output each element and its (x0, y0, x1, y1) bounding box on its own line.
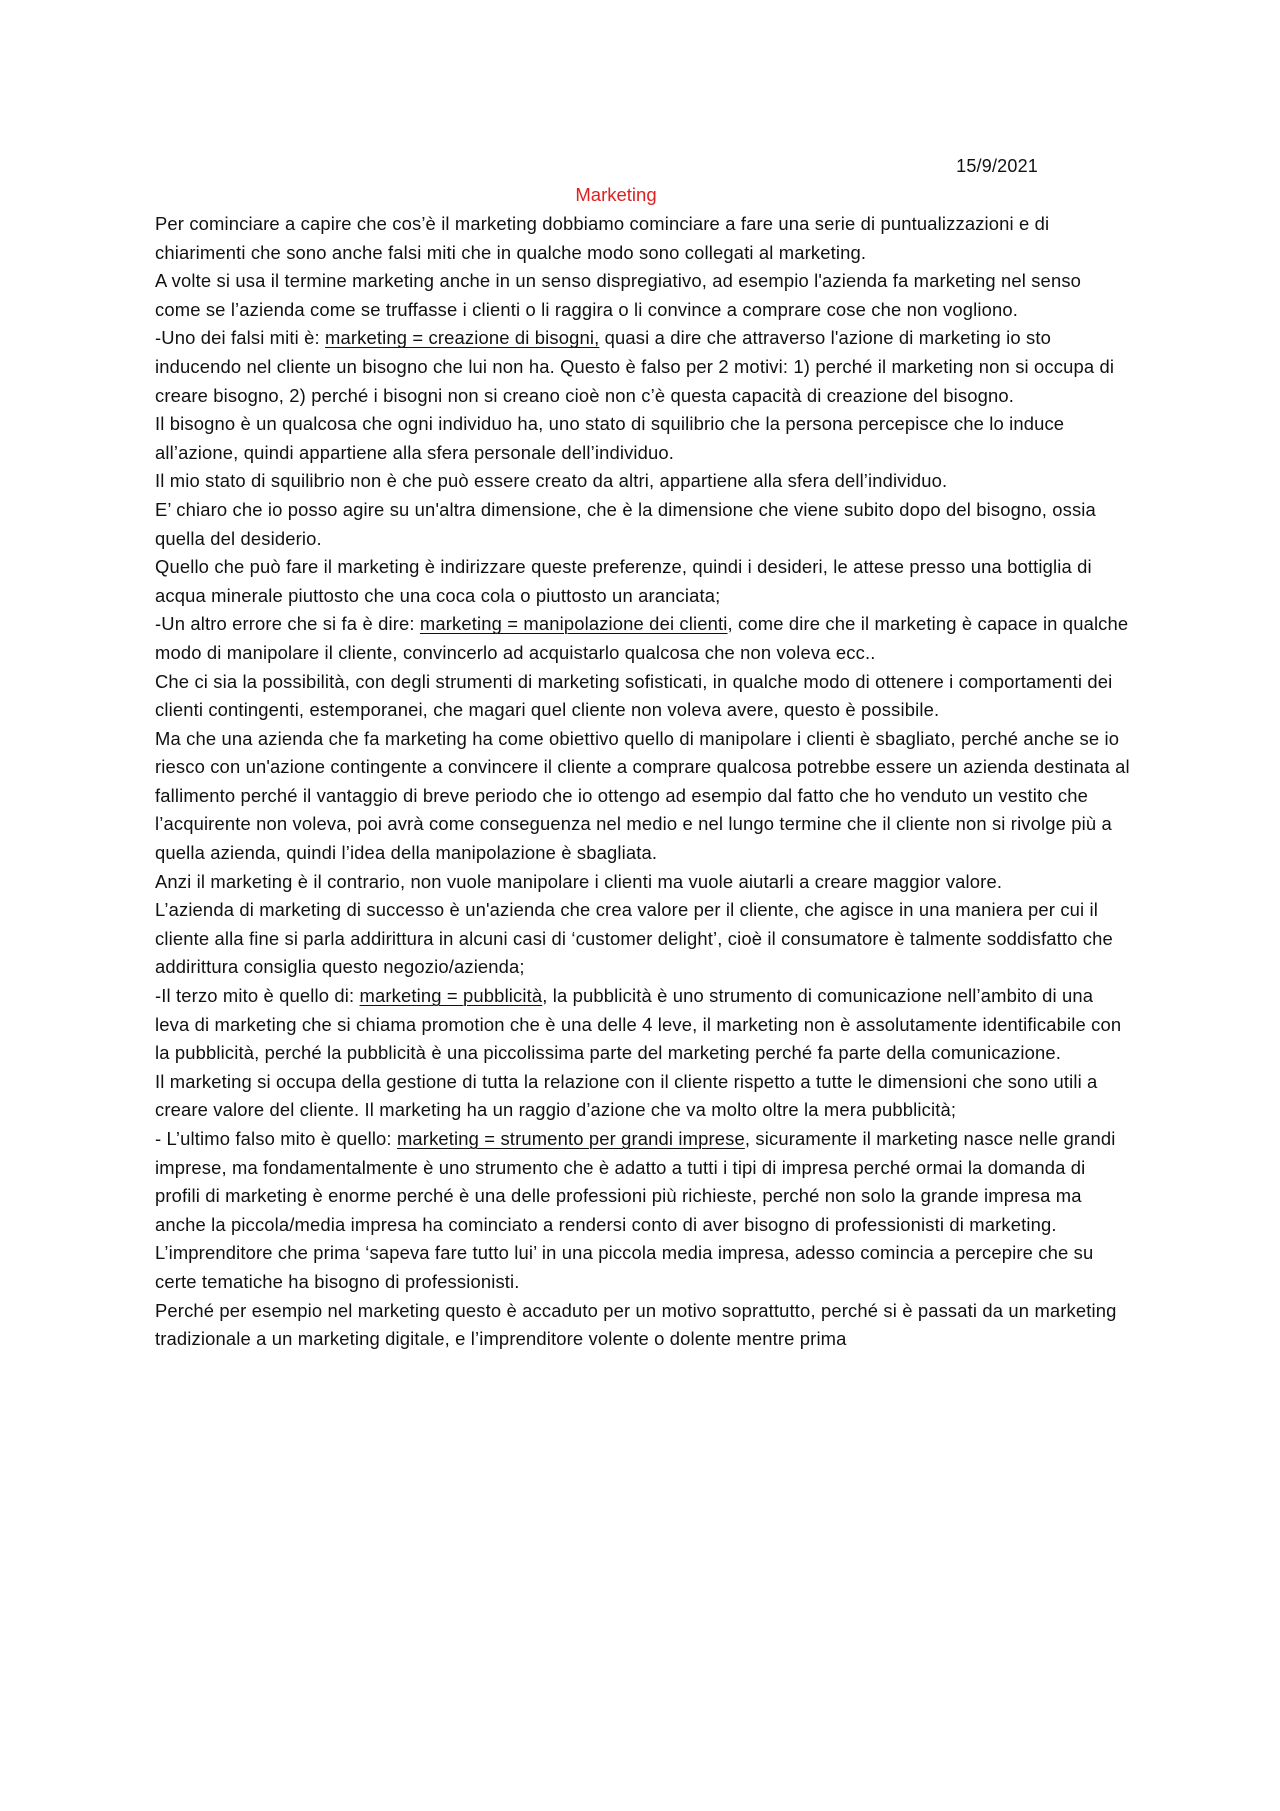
paragraph: Anzi il marketing è il contrario, non vuole manipolare i clienti ma vuole aiutarli a creare maggior valore. (155, 870, 1003, 892)
paragraph-myth-4 (155, 1125, 1130, 1239)
myth-statement: marketing = pubblicità (359, 985, 543, 1007)
myth-explanation: , sicuramente il marketing nasce nelle grandi imprese, ma fondamentalmente è uno strumento che è adatto a tutti i tipi di impresa perché ormai la domanda di profili di marketing è enorme perché è una delle professioni più richieste, perché non solo la grande impresa ma anche la piccola/media impresa ha cominciato a rendersi conto di aver bisogno di professionisti di marketing. (155, 1128, 1116, 1235)
myth-intro: -Il terzo mito è quello di: (155, 985, 360, 1007)
paragraph: Che ci sia la possibilità, con degli strumenti di marketing sofisticati, in qualche modo di ottenere i comportamenti dei clienti contingenti, estemporanei, che magari quel cliente non voleva avere, questo è possibile. (155, 670, 1113, 721)
myth-statement: marketing = strumento per grandi imprese (396, 1128, 745, 1149)
document-date: 15/9/2021 (956, 156, 1038, 176)
myth-explanation: , la pubblicità è uno strumento di comunicazione nell’ambito di una leva di marketing che si chiama promotion che è una delle 4 leve, il marketing non è assolutamente identificabile con la pubblicità, perché la pubblicità è una piccolissima parte del marketing perché fa parte della comunicazione. (155, 985, 1122, 1064)
myth-statement: marketing = creazione di bisogni, (325, 327, 600, 349)
document-body (155, 210, 1130, 1354)
paragraph: Quello che può fare il marketing è indirizzare queste preferenze, quindi i desideri, le attese presso una bottiglia di acqua minerale piuttosto che una coca cola o piuttosto un aranciata; (155, 556, 1092, 606)
myth-intro: -Uno dei falsi miti è: (155, 327, 326, 349)
myth-explanation: , come dire che il marketing è capace in qualche modo di manipolare il cliente, convincerlo ad acquistarlo qualcosa che non voleva ecc.. (155, 613, 1129, 663)
paragraph: Il mio stato di squilibrio non è che può essere creato da altri, appartiene alla sfera dell’individuo. (155, 470, 948, 492)
paragraph: Il marketing si occupa della gestione di tutta la relazione con il cliente rispetto a tutte le dimensioni che sono utili a creare valore del cliente. Il marketing ha un raggio d’azione che va molto oltre la mera pubblicità; (155, 1070, 1098, 1121)
paragraph: L’imprenditore che prima ‘sapeva fare tutto lui’ in una piccola media impresa, adesso comincia a percepire che su certe tematiche ha bisogno di professionisti. (155, 1242, 1094, 1292)
paragraph: Il bisogno è un qualcosa che ogni individuo ha, uno stato di squilibrio che la persona percepisce che lo induce all’azione, quindi appartiene alla sfera personale dell’individuo. (155, 413, 1065, 463)
paragraph: Perché per esempio nel marketing questo è accaduto per un motivo soprattutto, perché si è passati da un marketing tradizionale a un marketing digitale, e l’imprenditore volente o dolente mentre prima (155, 1299, 1117, 1350)
myth-intro: - L’ultimo falso mito è quello: (155, 1128, 397, 1149)
paragraph-myth-3 (155, 982, 1130, 1068)
paragraph-myth-2 (155, 610, 1130, 667)
myth-statement: marketing = manipolazione dei clienti (419, 613, 728, 635)
paragraph: L’azienda di marketing di successo è un'azienda che crea valore per il cliente, che agisce in una maniera per cui il cliente alla fine si parla addirittura in alcuni casi di ‘customer delight’, cioè il consumatore è talmente soddisfatto che addirittura consiglia questo negozio/azienda; (155, 899, 1113, 978)
paragraph: Ma che una azienda che fa marketing ha come obiettivo quello di manipolare i clienti è sbagliato, perché anche se io riesco con un'azione contingente a convincere il cliente a comprare qualcosa potrebbe essere un azienda destinata al fallimento perché il vantaggio di breve periodo che io ottengo ad esempio dal fatto che ho venduto un vestito che l’acquirente non voleva, poi avrà come conseguenza nel medio e nel lungo termine che il cliente non si rivolge più a quella azienda, quindi l’idea della manipolazione è sbagliata. (155, 727, 1130, 864)
paragraph: E’ chiaro che io posso agire su un'altra dimensione, che è la dimensione che viene subito dopo del bisogno, ossia quella del desiderio. (155, 498, 1096, 549)
paragraph: Per cominciare a capire che cos’è il marketing dobbiamo cominciare a fare una serie di puntualizzazioni e di chiarimenti che sono anche falsi miti che in qualche modo sono collegati al marketing. (155, 213, 1050, 263)
paragraph-myth-1 (155, 324, 1130, 410)
myth-intro: -Un altro errore che si fa è dire: (155, 613, 420, 635)
paragraph: A volte si usa il termine marketing anche in un senso dispregiativo, ad esempio l'azienda fa marketing nel senso come se l’azienda come se truffasse i clienti o li raggira o li convince a comprare cose che non vogliono. (155, 270, 1082, 320)
document-title: Marketing (575, 184, 657, 205)
myth-explanation: quasi a dire che attraverso l'azione di marketing io sto inducendo nel cliente un bisogno che lui non ha. Questo è falso per 2 motivi: 1) perché il marketing non si occupa di creare bisogno, 2) perché i bisogni non si creano cioè non c’è questa capacità di creazione del bisogno. (155, 327, 1115, 406)
